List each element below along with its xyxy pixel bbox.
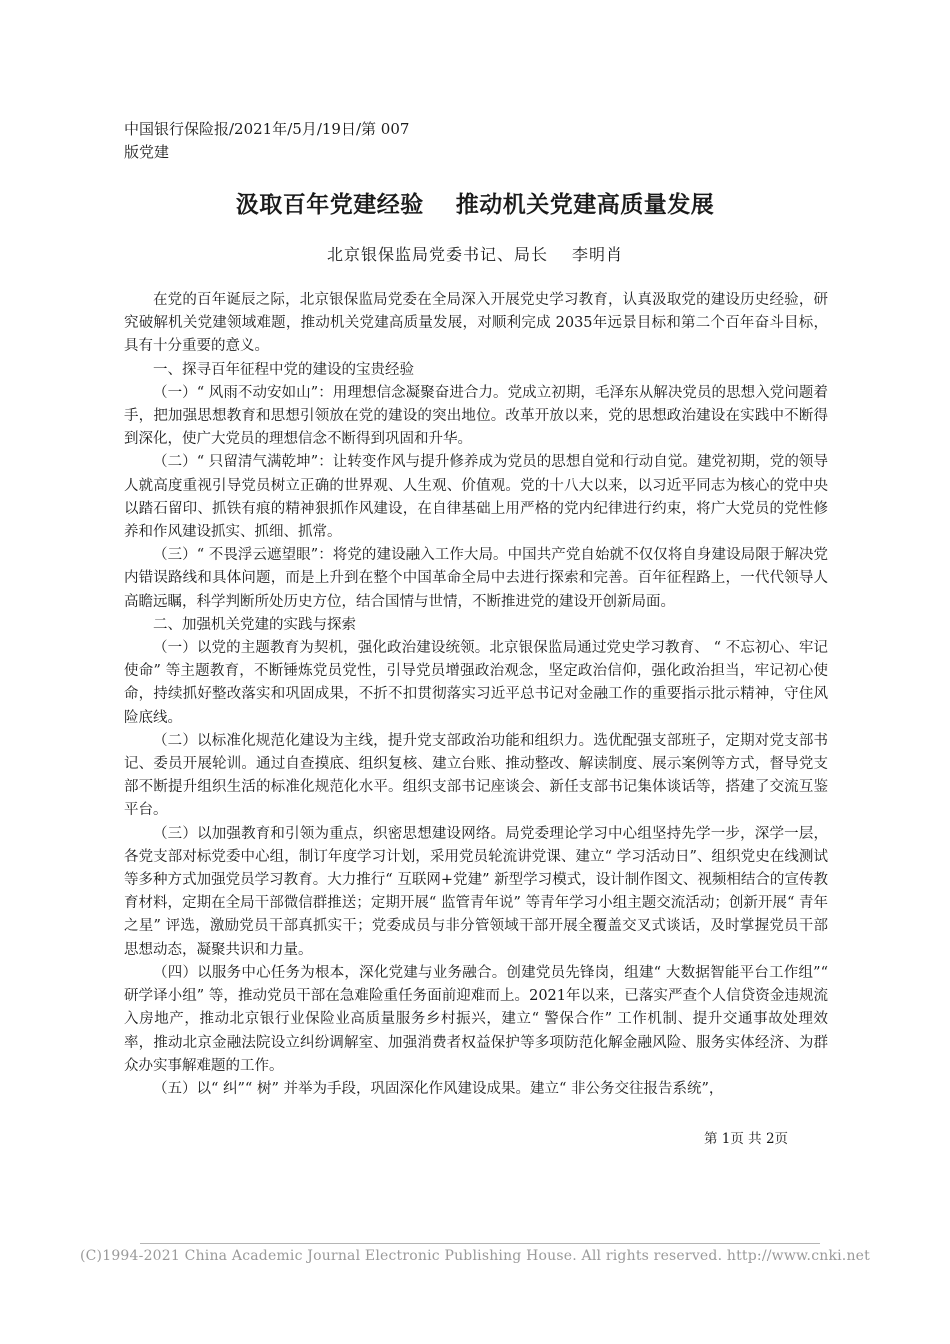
copyright-footer: (C)1994-2021 China Academic Journal Electronic Publishing House. All rights reserved. http://www.cnki.net: [79, 1248, 870, 1264]
body-paragraph: （二）“ 只留清气满乾坤”：让转变作风与提升修养成为党员的思想自觉和行动自觉。建党初期，党的领导人就高度重视引导党员树立正确的世界观、人生观、价值观。党的十八大以来，以习近平同志为核心的党中央以踏石留印、抓铁有痕的精神狠抓作风建设，在自律基础上用严格的党内纪律进行约束，将广大党员的党性修养和作风建设抓实、抓细、抓常。: [124, 454, 828, 541]
body-paragraph: （四）以服务中心任务为根本，深化党建与业务融合。创建党员先锋岗，组建“ 大数据智能平台工作组”“ 研学译小组” 等，推动党员干部在急难险重任务面前迎难而上。2021年以来，已落实严查个人信贷资金违规流入房地产，推动北京银行业保险业高质量服务乡村振兴，建立“ 警保合作” 工作机制、提升交通事故处理效率，推动北京金融法院设立纠纷调解室、加强消费者权益保护等多项防范化解金融风险、服务实体经济、为群众办实事解难题的工作。: [124, 964, 828, 1074]
article-title: [0, 186, 950, 219]
section-heading-2: 二、加强机关党建的实践与探索: [153, 616, 356, 633]
section-heading-1: 一、探寻百年征程中党的建设的宝贵经验: [153, 361, 414, 378]
author-byline: [0, 242, 950, 265]
footer-divider: [140, 1243, 820, 1244]
body-paragraph: （一）以党的主题教育为契机，强化政治建设统领。北京银保监局通过党史学习教育、 “ 不忘初心、牢记使命” 等主题教育，不断锤炼党员党性，引导党员增强政治观念，坚定政治信仰，强化政治担当，牢记初心使命，持续抓好整改落实和巩固成果，不折不扣贯彻落实习近平总书记对金融工作的重要指示批示精神，守住风险底线。: [124, 640, 828, 726]
source-citation: 中国银行保险报/2021年/5月/19日/第 007版党建: [124, 120, 410, 161]
page-number: 第 1页 共 2页: [704, 1131, 789, 1147]
body-paragraph: （五）以“ 纠”“ 树” 并举为手段，巩固深化作风建设成果。建立“ 非公务交往报告系统”，: [153, 1080, 724, 1097]
body-paragraph: （一）“ 风雨不动安如山”：用理想信念凝聚奋进合力。党成立初期，毛泽东从解决党员的思想入党问题着手，把加强思想教育和思想引领放在党的建设的突出地位。改革开放以来，党的思想政治建设在实践中不断得到深化，使广大党员的理想信念不断得到巩固和升华。: [124, 384, 828, 448]
body-paragraph: （三）以加强教育和引领为重点，织密思想建设网络。局党委理论学习中心组坚持先学一步，深学一层，各党支部对标党委中心组，制订年度学习计划，采用党员轮流讲党课、建立“ 学习活动日”、组织党史在线测试等多种方式加强党员学习教育。大力推行“ 互联网+党建” 新型学习模式，设计制作图文、视频相结合的宣传教育材料，定期在全局干部微信群推送；定期开展“ 监管青年说” 等青年学习小组主题交流活动；创新开展“ 青年之星” 评选，激励党员干部真抓实干；党委成员与非分管领域干部开展全覆盖交叉式谈话，及时掌握党员干部思想动态，凝聚共识和力量。: [124, 825, 828, 958]
body-paragraph: （三）“ 不畏浮云遮望眼”：将党的建设融入工作大局。中国共产党自始就不仅仅将自身建设局限于解决党内错误路线和具体问题，而是上升到在整个中国革命全局中去进行探索和完善。百年征程路上，一代代领导人高瞻远瞩，科学判断所处历史方位，结合国情与世情，不断推进党的建设开创新局面。: [124, 547, 828, 610]
author-name: 李明肖: [572, 245, 624, 264]
article-body: [124, 289, 828, 1101]
body-paragraph: （二）以标准化规范化建设为主线，提升党支部政治功能和组织力。选优配强支部班子，定期对党支部书记、委员开展轮训。通过自查摸底、组织复核、建立台账、推动整改、解读制度、展示案例等方式，督导党支部不断提升组织生活的标准化规范化水平。组织支部书记座谈会、新任支部书记集体谈话等，搭建了交流互鉴平台。: [124, 732, 828, 819]
title-part-2: 推动机关党建高质量发展: [455, 192, 715, 218]
author-role: 北京银保监局党委书记、局长: [326, 245, 548, 264]
title-part-1: 汲取百年党建经验: [235, 192, 424, 218]
intro-paragraph: 在党的百年诞辰之际，北京银保监局党委在全局深入开展党史学习教育，认真汲取党的建设历史经验，研究破解机关党建领域难题，推动机关党建高质量发展，对顺利完成 2035年远景目标和第二个百年奋斗目标，具有十分重要的意义。: [124, 292, 828, 355]
